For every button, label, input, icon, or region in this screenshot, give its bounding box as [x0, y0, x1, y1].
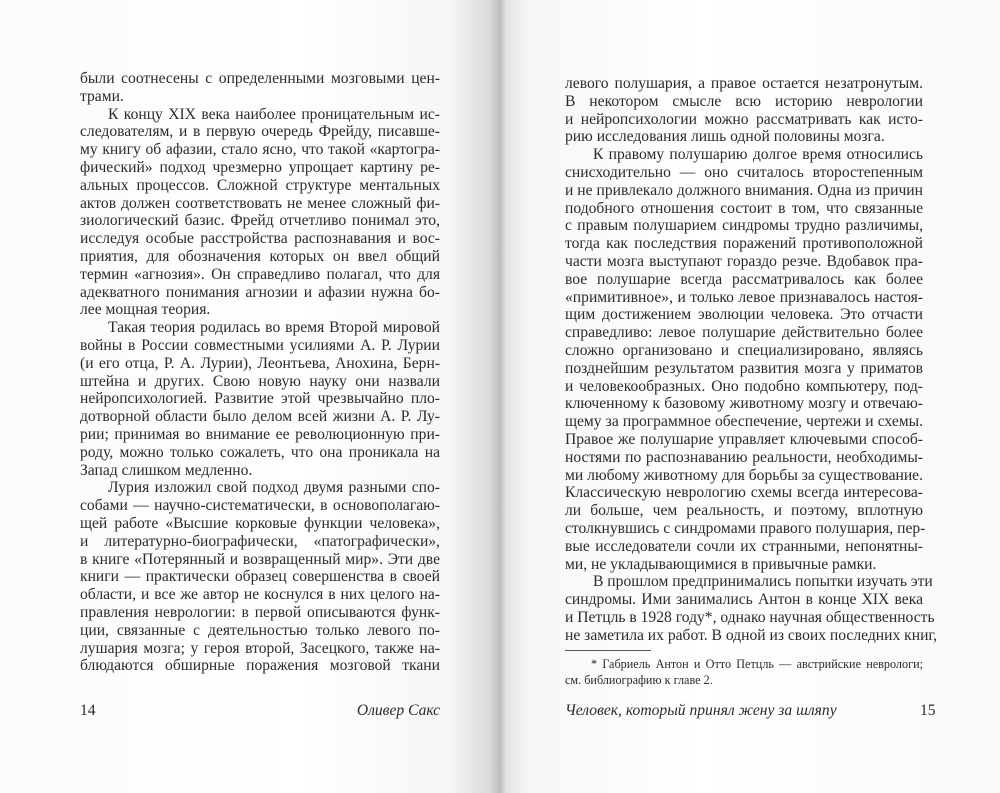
body-text [565, 75, 937, 645]
text-line: правления неврологии: в первой описываются функ- [80, 603, 440, 621]
text-line: собами — научно-систематически, в основополагаю- [80, 497, 440, 515]
text-line: штейна и других. Свою новую науку они назвали [80, 372, 440, 390]
body-text [80, 70, 440, 675]
text-line: му книгу об афазии, стало ясно, что такой «картогра- [80, 141, 440, 159]
paragraph [565, 573, 937, 644]
text-line: В некотором смысле всю историю неврологии [565, 92, 923, 110]
text-line: не заметила их работ. В одной из своих последних книг, [565, 626, 937, 644]
text-line: В прошлом предпринимались попытки изучать эти [593, 573, 933, 591]
text-line: Классическую неврологию схемы всегда интересова- [565, 484, 923, 502]
page-number: 14 [80, 702, 96, 719]
text-line: и человекообразных. Оно подобно компьютеру, под- [565, 377, 923, 395]
running-head-author: Оливер Сакс [356, 702, 440, 719]
paragraph [80, 479, 440, 675]
text-line: рию исследования лишь одной половины мозга. [565, 128, 885, 146]
text-line: справедливо: левое полушарие действительно более [565, 324, 923, 342]
paragraph [80, 70, 440, 106]
text-line: в книге «Потерянный и возвращенный мир». Эти две [80, 550, 440, 568]
text-line: следователям, и в первую очередь Фрейду, писавше- [80, 123, 440, 141]
text-line: и Петцль в 1928 году*, однако научная общественность [565, 608, 935, 626]
paragraph [80, 319, 440, 479]
text-line: альных процессов. Сложной структуре ментальных [80, 176, 440, 194]
text-line: приятия, для обозначения которых он ввел общий [80, 247, 440, 265]
text-line: части мозга выступают гораздо резче. Вдобавок пра- [565, 252, 923, 270]
text-line: Правое же полушарие управляет ключевыми способ- [565, 430, 923, 448]
text-line: щим достижением эволюции человека. Это отчасти [565, 306, 923, 324]
right-page [505, 0, 1000, 793]
text-line: вые исследователи сочли их странными, непонятны- [565, 537, 923, 555]
paragraph [80, 106, 440, 320]
text-line: рии; принимая во внимание ее революционную при- [80, 425, 440, 443]
text-line: области, и все же автор не коснулся в них целого на- [80, 586, 440, 604]
text-line: Запад слишком медленно. [80, 461, 253, 479]
text-line: К правому полушарию долгое время относились [593, 146, 923, 164]
text-line: блюдаются обширные поражения мозговой ткани [80, 657, 440, 675]
text-line: войны в России совместными усилиями А. Р. Лурии [80, 336, 440, 354]
text-line: К концу XIX века наиболее проницательным ис- [108, 105, 440, 123]
text-line: и не привлекало должного внимания. Одна из причин [565, 181, 923, 199]
text-line: подобного отношения состоит в том, что связанные [565, 199, 923, 217]
text-line: лее мощная теория. [80, 301, 211, 319]
text-line: и нейропсихологии можно рассматривать как исто- [565, 110, 923, 128]
text-line: с правым полушарием синдромы трудно различимы, [565, 217, 923, 235]
text-line: зиологический базис. Фрейд отчетливо понимал это, [80, 212, 440, 230]
text-line: актов должен соответствовать не менее сложный фи- [80, 194, 440, 212]
text-line: щему за программное обеспечение, чертежи и схемы. [565, 413, 923, 431]
text-line: вое полушарие всегда рассматривалось как более [565, 270, 923, 288]
text-line: щей работе «Высшие корковые функции человека», [80, 514, 440, 532]
text-line: позднейшим результатом развития мозга у приматов [565, 359, 923, 377]
footnote [565, 656, 923, 688]
text-line: и литературно-биографически, «патографически», [80, 532, 440, 550]
text-line: синдромы. Ими занимались Антон в конце XIX века [565, 591, 923, 609]
text-line: тогда как последствия поражений противоположной [565, 235, 923, 253]
text-line: (и его отца, Р. А. Лурии), Леонтьева, Анохина, Берн- [80, 354, 440, 372]
text-line: дотворной области было делом всей жизни А. Р. Лу- [80, 408, 440, 426]
text-line: трами. [80, 87, 124, 105]
text-line: столкнувшись с синдромами правого полушария, пер- [565, 519, 926, 537]
text-line: фический» подход чрезмерно упрощает картину ре- [80, 158, 440, 176]
paragraph [565, 146, 926, 573]
text-line: сложно организовано и специализировано, являясь [565, 341, 923, 359]
text-line: ми любому животному для борьбы за существование. [565, 466, 923, 484]
text-line: исследуя особые расстройства распознавания и вос- [80, 230, 440, 248]
text-line: адекватного понимания агнозии и афазии нужна бо- [80, 283, 440, 301]
text-line: ции, связанные с деятельностью только левого по- [80, 621, 440, 639]
text-line: левого полушария, а правое остается незатронутым. [565, 75, 923, 92]
text-line: роду, можно только сожалеть, что она проникала на [80, 443, 440, 461]
text-line: были соотнесены с определенными мозговыми цен- [80, 70, 440, 87]
text-line: нейропсихологией. Развитие этой чрезвычайно пло- [80, 390, 440, 408]
running-head-title: Человек, который принял жену за шляпу [565, 702, 837, 719]
text-line: ми, не укладывающимися в привычные рамки. [565, 555, 877, 573]
text-line: снисходительно — оно считалось второстепенным [565, 163, 923, 181]
footnote-divider [565, 650, 651, 651]
text-line: Лурия изложил свой подход двумя разными спо- [108, 479, 440, 497]
paragraph [565, 75, 923, 146]
text-line: «примитивное», и только левое признавалось настоя- [565, 288, 923, 306]
text-line: ли больше, чем реальность, и поэтому, вплотную [565, 502, 923, 520]
text-line: лушария мозга; у героя второй, Засецкого, также на- [80, 639, 440, 657]
footnote-line: см. библиографию к главе 2. [565, 673, 713, 687]
text-line: термин «агнозия». Он справедливо полагал, что для [80, 265, 440, 283]
text-line: Такая теория родилась во время Второй мировой [108, 319, 440, 337]
page-number: 15 [920, 702, 936, 719]
text-line: книги — практически образец совершенства в своей [80, 568, 440, 586]
text-line: ностями по распознаванию реальности, необходимы- [565, 448, 923, 466]
footnote-line: * Габриель Антон и Отто Петцль — австрийские неврологи; [591, 657, 923, 671]
text-line: ключенному к базовому животному мозгу и отвечаю- [565, 395, 923, 413]
